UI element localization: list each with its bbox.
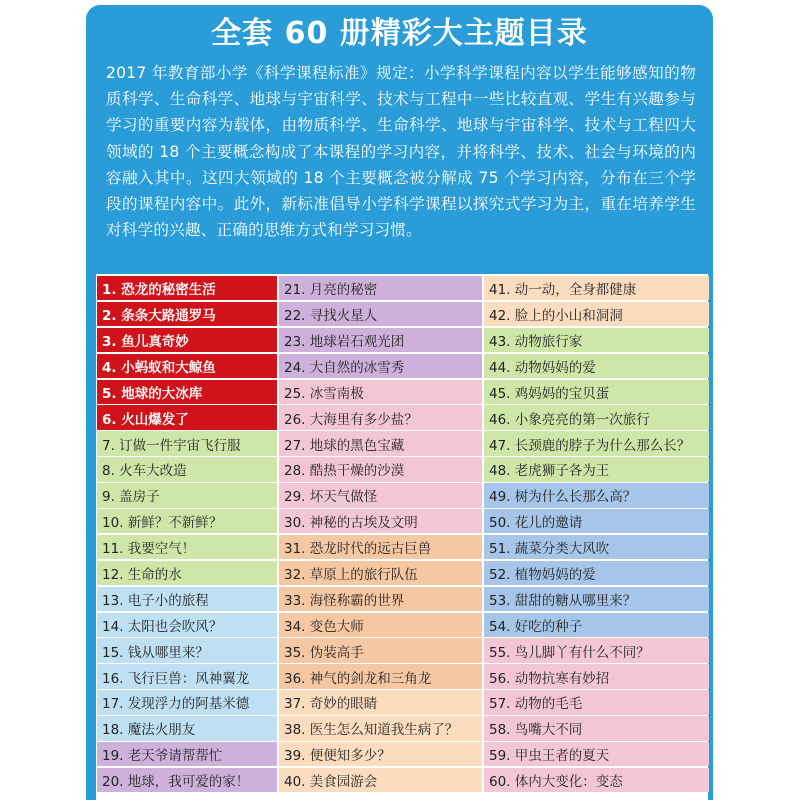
catalog-item: 29. 坏天气做怪 xyxy=(279,483,482,507)
catalog-item: 43. 动物旅行家 xyxy=(484,328,709,352)
catalog-item: 47. 长颈鹿的脖子为什么那么长？ xyxy=(484,431,709,455)
catalog-item: 40. 美食园游会 xyxy=(279,768,482,792)
catalog-item: 26. 大海里有多少盐？ xyxy=(279,405,482,429)
catalog-item: 16. 飞行巨兽：风神翼龙 xyxy=(97,664,277,688)
catalog-item: 31. 恐龙时代的远古巨兽 xyxy=(279,535,482,559)
catalog-item: 46. 小象亮亮的第一次旅行 xyxy=(484,405,709,429)
catalog-item: 60. 体内大变化：变态 xyxy=(484,768,709,792)
catalog-item: 58. 鸟嘴大不同 xyxy=(484,716,709,740)
page-title: 全套 60 册精彩大主题目录 xyxy=(211,16,588,51)
catalog-item: 28. 酷热干燥的沙漠 xyxy=(279,457,482,481)
catalog-item: 18. 魔法火朋友 xyxy=(97,716,277,740)
catalog-item: 12. 生命的水 xyxy=(97,561,277,585)
intro-paragraph: 2017 年教育部小学《科学课程标准》规定：小学科学课程内容以学生能够感知的物质科学、生命科学、地球与宇宙科学、技术与工程中一些比较直观、学生有兴趣参与学习的重要内容为载体，由物质科学、生命科学、地球与宇宙科学、技术与工程四大领域的 18 个主要概念构成了本课程的学习内容，并将科学、技术、社会与环境的内容融入其中。这四大领域的 18 个主要概念被分解成 75 个学习内容，分布在三个学段的课程内容中。此外，新标准倡导小学科学课程以探究式学习为主，重在培养学生对科学的兴趣、正确的思维方式和学习习惯。 xyxy=(106,64,696,240)
catalog-item: 21. 月亮的秘密 xyxy=(279,276,482,300)
catalog-item: 13. 电子小的旅程 xyxy=(97,587,277,611)
catalog-item: 57. 动物的毛毛 xyxy=(484,690,709,714)
catalog-item: 9. 盖房子 xyxy=(97,483,277,507)
catalog-item: 56. 动物抗寒有妙招 xyxy=(484,664,709,688)
catalog-item: 54. 好吃的种子 xyxy=(484,613,709,637)
catalog-item: 14. 太阳也会吹风？ xyxy=(97,613,277,637)
catalog-item: 23. 地球岩石观光团 xyxy=(279,328,482,352)
catalog-item: 30. 神秘的古埃及文明 xyxy=(279,509,482,533)
catalog-item: 11. 我要空气！ xyxy=(97,535,277,559)
catalog-item: 24. 大自然的冰雪秀 xyxy=(279,354,482,378)
catalog-item: 19. 老天爷请帮帮忙 xyxy=(97,742,277,766)
catalog-item: 7. 订做一件宇宙飞行服 xyxy=(97,431,277,455)
catalog-item: 59. 甲虫王者的夏天 xyxy=(484,742,709,766)
catalog-item: 4. 小蚂蚁和大鲸鱼 xyxy=(97,354,277,378)
catalog-item: 51. 蔬菜分类大风吹 xyxy=(484,535,709,559)
catalog-item: 8. 火车大改造 xyxy=(97,457,277,481)
catalog-item: 17. 发现浮力的阿基米德 xyxy=(97,690,277,714)
catalog-item: 1. 恐龙的秘密生活 xyxy=(97,276,277,300)
catalog-item: 52. 植物妈妈的爱 xyxy=(484,561,709,585)
catalog-item: 53. 甜甜的糖从哪里来？ xyxy=(484,587,709,611)
catalog-table xyxy=(96,274,708,800)
catalog-item: 50. 花儿的邀请 xyxy=(484,509,709,533)
catalog-item: 38. 医生怎么知道我生病了？ xyxy=(279,716,482,740)
catalog-item: 10. 新鲜？不新鲜？ xyxy=(97,509,277,533)
catalog-item: 41. 动一动，全身都健康 xyxy=(484,276,709,300)
catalog-item: 44. 动物妈妈的爱 xyxy=(484,354,709,378)
catalog-item: 42. 脸上的小山和洞洞 xyxy=(484,302,709,326)
catalog-item: 22. 寻找火星人 xyxy=(279,302,482,326)
catalog-item: 3. 鱼儿真奇妙 xyxy=(97,328,277,352)
catalog-item: 34. 变色大师 xyxy=(279,613,482,637)
catalog-item: 48. 老虎狮子各为王 xyxy=(484,457,709,481)
catalog-item: 36. 神气的剑龙和三角龙 xyxy=(279,664,482,688)
catalog-item: 39. 便便知多少？ xyxy=(279,742,482,766)
catalog-item: 35. 伪装高手 xyxy=(279,638,482,662)
catalog-item: 15. 钱从哪里来？ xyxy=(97,638,277,662)
catalog-item: 45. 鸡妈妈的宝贝蛋 xyxy=(484,380,709,404)
catalog-item: 37. 奇妙的眼睛 xyxy=(279,690,482,714)
catalog-item: 6. 火山爆发了 xyxy=(97,405,277,429)
catalog-item: 32. 草原上的旅行队伍 xyxy=(279,561,482,585)
catalog-item: 25. 冰雪南极 xyxy=(279,380,482,404)
catalog-item: 55. 鸟儿脚丫有什么不同？ xyxy=(484,638,709,662)
catalog-item: 5. 地球的大冰库 xyxy=(97,380,277,404)
catalog-item: 33. 海怪称霸的世界 xyxy=(279,587,482,611)
catalog-item: 20. 地球，我可爱的家！ xyxy=(97,768,277,792)
catalog-item: 2. 条条大路通罗马 xyxy=(97,302,277,326)
catalog-item: 49. 树为什么长那么高？ xyxy=(484,483,709,507)
catalog-item: 27. 地球的黑色宝藏 xyxy=(279,431,482,455)
